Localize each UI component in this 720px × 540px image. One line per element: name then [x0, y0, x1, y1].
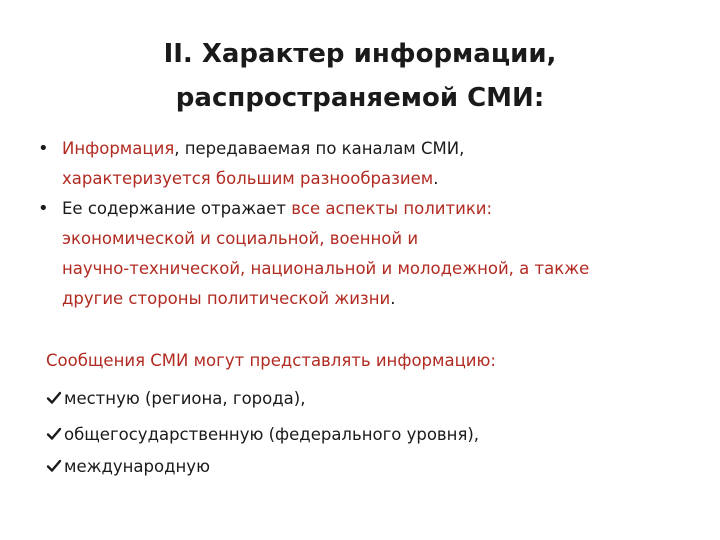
plain-text: , передаваемая по каналам СМИ, — [174, 139, 465, 158]
checklist-item — [46, 452, 210, 482]
checkmark-icon — [46, 390, 62, 406]
bullet-dot-icon: • — [38, 138, 49, 159]
bullet-dot-icon: • — [38, 198, 49, 219]
intro-text: Сообщения СМИ могут представлять информацию: — [46, 351, 496, 370]
bullet-line: экономической и социальной, военной и — [62, 229, 419, 248]
bullet-line — [62, 164, 464, 194]
highlight-text: все аспекты политики: — [291, 199, 493, 218]
highlight-text: другие стороны политической жизни — [62, 289, 391, 308]
bullet-line — [62, 284, 589, 314]
bullet-line — [62, 194, 589, 224]
title-line-1: II. Характер информации, — [163, 39, 557, 69]
checkmark-icon — [46, 426, 62, 442]
bullet-text — [62, 134, 464, 194]
bullet-text — [62, 194, 589, 314]
bullet-line: научно-технической, национальной и молодежной, а также — [62, 259, 590, 278]
bullet-line — [62, 134, 464, 164]
plain-text: Ее содержание отражает — [62, 199, 292, 218]
checkmark-icon — [46, 458, 62, 474]
highlight-term: Информация — [62, 139, 175, 158]
period: . — [390, 289, 396, 308]
title-line-2: распространяемой СМИ: — [175, 83, 545, 113]
period: . — [433, 169, 439, 188]
checklist-item-label: общегосударственную (федерального уровня), — [64, 425, 480, 444]
slide-title — [40, 32, 680, 120]
highlight-text: характеризуется большим разнообразием — [62, 169, 434, 188]
checklist-item-label: международную — [64, 457, 210, 476]
checklist-item-label: местную (региона, города), — [64, 389, 306, 408]
checklist-item — [46, 384, 305, 414]
checklist-item — [46, 420, 479, 450]
